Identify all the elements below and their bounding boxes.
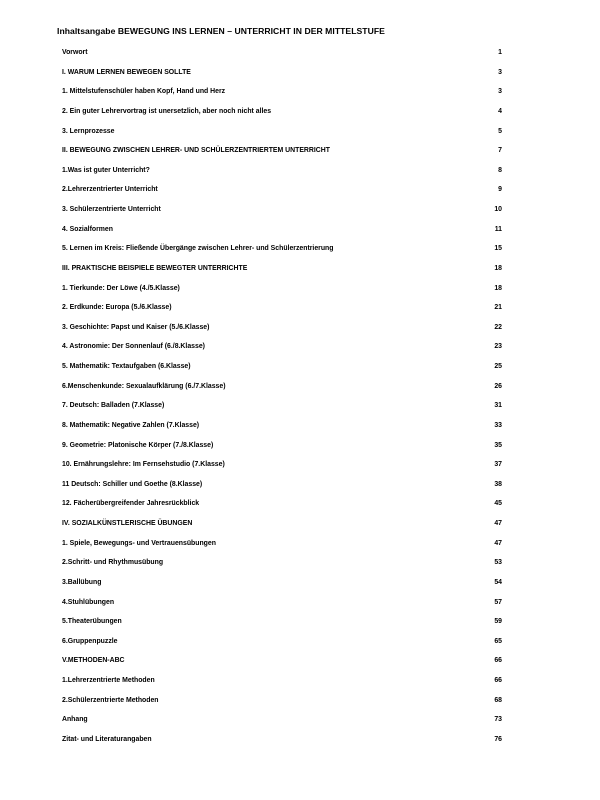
toc-entry	[62, 245, 502, 265]
toc-entry	[62, 618, 502, 638]
toc-entry-page-number: 68	[494, 696, 502, 704]
toc-entry-page-number: 38	[494, 480, 502, 488]
toc-entry	[62, 383, 502, 403]
toc-entry-page-number: 11	[494, 225, 502, 233]
toc-entry-page-number: 22	[494, 323, 502, 331]
toc-entry	[62, 49, 502, 69]
toc-entry-label: 5.Theaterübungen	[62, 618, 122, 626]
toc-entry-page-number: 57	[494, 598, 502, 606]
toc-entry	[62, 304, 502, 324]
toc-entry-page-number: 18	[494, 264, 502, 272]
toc-entry-label: Anhang	[62, 716, 88, 724]
toc-entry	[62, 206, 502, 226]
toc-entry-label: 4.Stuhlübungen	[62, 598, 115, 606]
toc-entry-page-number: 45	[494, 500, 502, 508]
toc-entry-label: 10. Ernährungslehre: Im Fernsehstudio (7.Klasse)	[62, 461, 225, 469]
toc-entry-label: 3.Ballübung	[62, 578, 102, 586]
toc-entry	[62, 520, 502, 540]
toc-entry-label: 2. Ein guter Lehrervortrag ist unersetzlich, aber noch nicht alles	[62, 107, 272, 115]
toc-entry	[62, 736, 502, 756]
toc-entry-page-number: 5	[498, 127, 502, 135]
toc-entry-page-number: 1	[498, 49, 502, 56]
toc-entry	[62, 677, 502, 697]
toc-entry-label: 5. Lernen im Kreis: Fließende Übergänge zwischen Lehrer- und Schülerzentrierung	[62, 245, 334, 253]
toc-entry-page-number: 18	[494, 284, 502, 292]
toc-entry-label: Vorwort	[62, 49, 88, 56]
toc-entry	[62, 285, 502, 305]
table-of-contents	[62, 49, 502, 756]
toc-entry-label: 2.Schritt- und Rhythmusübung	[62, 559, 164, 567]
toc-entry-page-number: 7	[498, 147, 502, 155]
toc-entry-label: 1. Tierkunde: Der Löwe (4./5.Klasse)	[62, 284, 180, 292]
toc-entry-label: 2. Erdkunde: Europa (5./6.Klasse)	[62, 304, 172, 312]
toc-entry	[62, 402, 502, 422]
toc-entry-label: 3. Geschichte: Papst und Kaiser (5./6.Klasse)	[62, 323, 210, 331]
toc-entry-page-number: 66	[494, 657, 502, 665]
toc-entry	[62, 324, 502, 344]
toc-entry-label: 3. Lernprozesse	[62, 127, 115, 135]
toc-entry	[62, 481, 502, 501]
toc-entry-page-number: 23	[494, 343, 502, 351]
toc-entry	[62, 716, 502, 736]
toc-entry-label: 11 Deutsch: Schiller und Goethe (8.Klasse)	[62, 480, 203, 488]
toc-entry-label: 8. Mathematik: Negative Zahlen (7.Klasse)	[62, 421, 200, 429]
toc-entry-page-number: 59	[494, 618, 502, 626]
toc-entry-page-number: 3	[498, 68, 502, 76]
toc-entry-page-number: 31	[494, 402, 502, 410]
toc-entry-page-number: 4	[498, 107, 502, 115]
toc-entry	[62, 88, 502, 108]
toc-entry-page-number: 15	[494, 245, 502, 253]
toc-entry	[62, 186, 502, 206]
toc-entry	[62, 500, 502, 520]
toc-entry-label: 6.Menschenkunde: Sexualaufklärung (6./7.Klasse)	[62, 382, 226, 390]
toc-entry-page-number: 25	[494, 363, 502, 370]
toc-entry-label: Zitat- und Literaturangaben	[62, 735, 152, 743]
toc-entry	[62, 265, 502, 285]
toc-entry-label: 1. Spiele, Bewegungs- und Vertrauensübungen	[62, 539, 216, 547]
toc-entry-page-number: 3	[498, 88, 502, 96]
toc-entry	[62, 579, 502, 599]
toc-entry	[62, 343, 502, 363]
toc-entry-page-number: 8	[498, 166, 502, 174]
toc-entry-label: IV. SOZIALKÜNSTLERISCHE ÜBUNGEN	[62, 520, 193, 527]
toc-entry-label: I. WARUM LERNEN BEWEGEN SOLLTE	[62, 68, 191, 76]
toc-entry-page-number: 76	[494, 735, 502, 743]
toc-entry-label: II. BEWEGUNG ZWISCHEN LEHRER- UND SCHÜLERZENTRIERTEM UNTERRICHT	[62, 147, 330, 155]
toc-entry-page-number: 73	[494, 716, 502, 724]
toc-entry	[62, 657, 502, 677]
toc-entry-label: 12. Fächerübergreifender Jahresrückblick	[62, 500, 200, 508]
toc-entry	[62, 226, 502, 246]
toc-entry	[62, 638, 502, 658]
toc-entry-label: 3. Schülerzentrierte Unterricht	[62, 206, 161, 213]
toc-entry	[62, 108, 502, 128]
toc-entry-label: 1. Mittelstufenschüler haben Kopf, Hand und Herz	[62, 88, 226, 96]
toc-entry-label: 2.Schülerzentrierte Methoden	[62, 696, 159, 704]
toc-entry-label: III. PRAKTISCHE BEISPIELE BEWEGTER UNTERRICHTE	[62, 264, 248, 272]
toc-entry	[62, 697, 502, 717]
toc-entry	[62, 128, 502, 148]
toc-entry-label: 7. Deutsch: Balladen (7.Klasse)	[62, 402, 165, 410]
toc-entry-page-number: 37	[494, 461, 502, 469]
toc-entry-page-number: 47	[494, 539, 502, 547]
page-title: Inhaltsangabe BEWEGUNG INS LERNEN – UNTERRICHT IN DER MITTELSTUFE	[57, 26, 385, 36]
toc-entry	[62, 363, 502, 383]
toc-entry-label: 2.Lehrerzentrierter Unterricht	[62, 186, 158, 194]
toc-entry	[62, 422, 502, 442]
toc-entry	[62, 69, 502, 89]
toc-entry-label: 5. Mathematik: Textaufgaben (6.Klasse)	[62, 363, 191, 370]
toc-entry-page-number: 10	[494, 206, 502, 213]
toc-entry-label: 1.Lehrerzentrierte Methoden	[62, 677, 155, 684]
toc-entry-page-number: 65	[494, 637, 502, 645]
toc-entry-page-number: 9	[498, 186, 502, 194]
toc-entry-label: V.METHODEN-ABC	[62, 657, 125, 665]
toc-entry	[62, 442, 502, 462]
toc-entry	[62, 461, 502, 481]
toc-entry	[62, 167, 502, 187]
toc-entry-page-number: 53	[494, 559, 502, 567]
toc-entry-page-number: 35	[494, 441, 502, 449]
toc-entry-label: 4. Astronomie: Der Sonnenlauf (6./8.Klasse)	[62, 343, 205, 351]
toc-entry-label: 6.Gruppenpuzzle	[62, 637, 118, 645]
toc-entry	[62, 540, 502, 560]
toc-entry-page-number: 47	[494, 520, 502, 527]
toc-entry-label: 1.Was ist guter Unterricht?	[62, 166, 150, 174]
toc-entry-page-number: 21	[494, 304, 502, 312]
toc-entry	[62, 559, 502, 579]
toc-entry-page-number: 26	[494, 382, 502, 390]
toc-entry-page-number: 66	[494, 677, 502, 684]
toc-entry	[62, 599, 502, 619]
toc-entry-label: 4. Sozialformen	[62, 225, 113, 233]
toc-entry	[62, 147, 502, 167]
toc-entry-label: 9. Geometrie: Platonische Körper (7./8.Klasse)	[62, 441, 214, 449]
toc-entry-page-number: 33	[494, 421, 502, 429]
toc-entry-page-number: 54	[494, 578, 502, 586]
